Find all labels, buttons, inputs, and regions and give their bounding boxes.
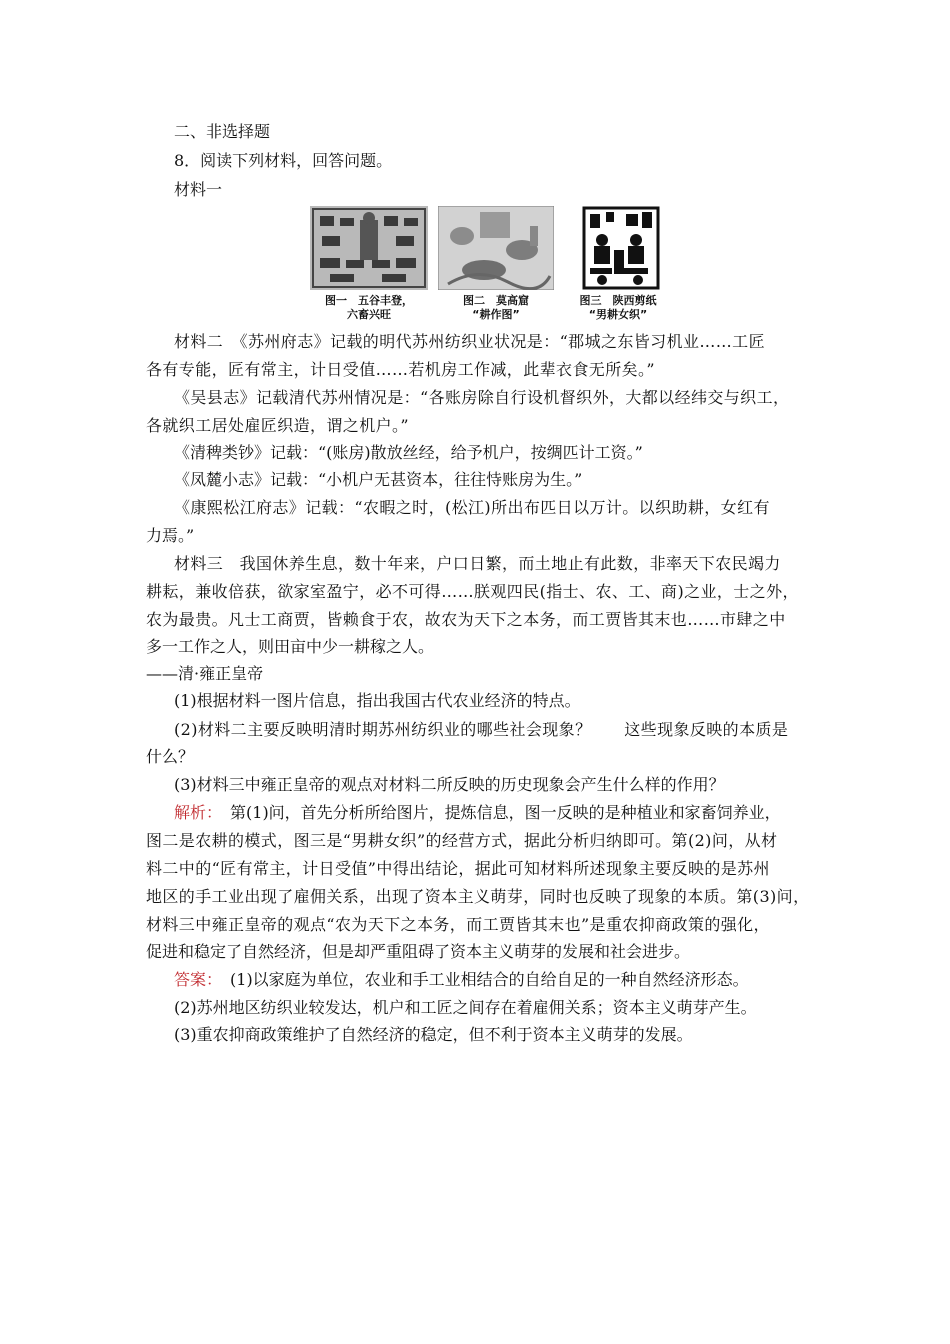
figure-2-caption-line1: 图二 莫高窟 (463, 294, 529, 307)
figure-1-image (310, 206, 428, 290)
question-3: (3)材料三中雍正皇帝的观点对材料二所反映的历史现象会产生什么样的作用？ (174, 775, 725, 794)
analysis-text-1: 第(1)问，首先分析所给图片，提炼信息，图一反映的是种植业和家畜饲养业， (214, 803, 781, 822)
question-2-line-2: 什么？ (146, 747, 195, 766)
material2-line-2: 各有专能，匠有常主，计日受值……若机房工作减，此辈衣食无所矣。” (146, 360, 655, 379)
material2-line-4: 各就织工居处雇匠织造，谓之机户。” (146, 416, 409, 435)
answer-line-3: (3)重农抑商政策维护了自然经济的稳定，但不利于资本主义萌芽的发展。 (174, 1025, 693, 1044)
figure-2-caption-line2: “耕作图” (472, 308, 520, 321)
answer-text-1: (1)以家庭为单位，农业和手工业相结合的自给自足的一种自然经济形态。 (214, 970, 749, 989)
material2-line-5: 《清稗类钞》记载：“(账房)散放丝经，给予机户，按绸匹计工资。” (174, 443, 643, 462)
analysis-line-1 (174, 802, 781, 824)
figure-3-caption-line2: “男耕女织” (588, 308, 648, 321)
answer-line-1 (174, 969, 749, 991)
answer-line-2: (2)苏州地区纺织业较发达，机户和工匠之间存在着雇佣关系；资本主义萌芽产生。 (174, 998, 757, 1017)
question-heading: 8．阅读下列材料，回答问题。 (174, 151, 393, 170)
analysis-line-5: 材料三中雍正皇帝的观点“农为天下之本务，而工贾皆其末也”是重农抑商政策的强化， (146, 915, 770, 934)
analysis-line-2: 图二是农耕的模式，图三是“男耕女织”的经营方式，据此分析归纳即可。第(2)问，从材 (146, 831, 778, 850)
figure-1-caption-line1: 图一 五谷丰登， (325, 294, 413, 307)
material3-source: ——清·雍正皇帝 (146, 664, 264, 683)
figure-3-caption (562, 294, 674, 322)
analysis-line-4: 地区的手工业出现了雇佣关系，出现了资本主义萌芽，同时也反映了现象的本质。第(3)问， (146, 887, 810, 906)
question-1: (1)根据材料一图片信息，指出我国古代农业经济的特点。 (174, 691, 581, 710)
material1-figures (306, 206, 676, 324)
material2-line-7: 《康熙松江府志》记载：“农暇之时，(松江)所出布匹日以万计。以织助耕，女红有 (174, 498, 770, 517)
analysis-line-6: 促进和稳定了自然经济，但是却严重阻碍了资本主义萌芽的发展和社会进步。 (146, 942, 691, 961)
material2-line-8: 力焉。” (146, 526, 195, 545)
material2-line-3: 《吴县志》记载清代苏州情况是：“各账房除自行设机督织外，大都以经纬交与织工， (174, 388, 790, 407)
figure-3-caption-line1: 图三 陕西剪纸 (579, 294, 657, 307)
material3-line-3: 农为最贵。凡士工商贾，皆赖食于农，故农为天下之本务，而工贾皆其末也……市肆之中 (146, 610, 786, 629)
figure-2-image (438, 206, 554, 290)
material2-line-1: 材料二 《苏州府志》记载的明代苏州纺织业状况是：“郡城之东皆习机业……工匠 (174, 332, 765, 351)
material3-line-1: 材料三 我国休养生息，数十年来，户口日繁，而土地止有此数，非率天下农民竭力 (174, 554, 781, 573)
material2-line-6: 《凤麓小志》记载：“小机户无甚资本，往往恃账房为生。” (174, 470, 583, 489)
figure-1-caption (306, 294, 432, 322)
figure-1-caption-line2: 六畜兴旺 (347, 308, 391, 321)
question-2-line-1: (2)材料二主要反映明清时期苏州纺织业的哪些社会现象？ 这些现象反映的本质是 (174, 720, 789, 739)
material3-line-2: 耕耘，兼收倍获，欲家室盈宁，必不可得……朕观四民(指士、农、工、商)之业，士之外， (146, 582, 799, 601)
figure-2-caption (444, 294, 548, 322)
material3-line-4: 多一工作之人，则田亩中少一耕稼之人。 (146, 637, 435, 656)
answer-label: 答案： (174, 970, 215, 989)
analysis-label: 解析： (174, 803, 215, 822)
analysis-line-3: 料二中的“匠有常主，计日受值”中得出结论，据此可知材料所述现象主要反映的是苏州 (146, 859, 770, 878)
section-title: 二、非选择题 (174, 122, 271, 141)
figure-3-image (582, 206, 660, 290)
material1-label: 材料一 (174, 180, 223, 199)
